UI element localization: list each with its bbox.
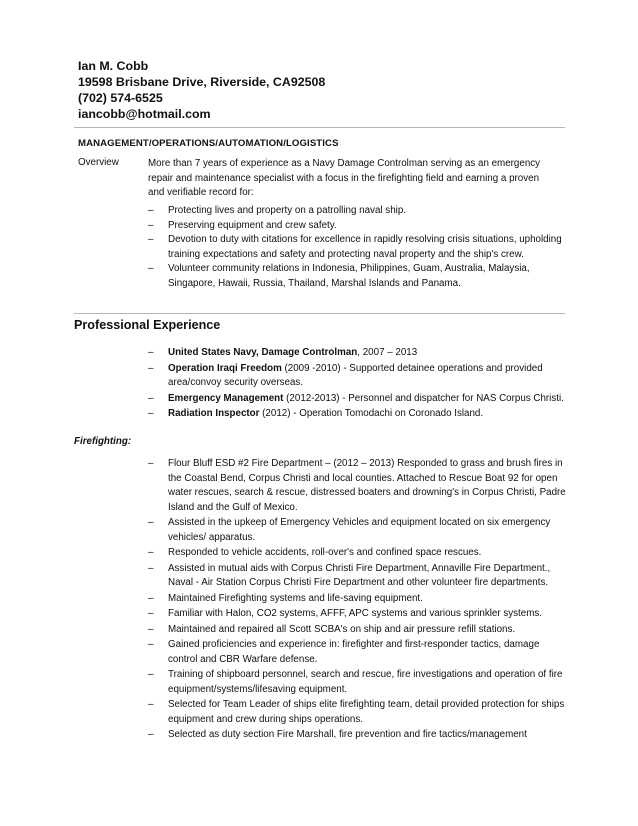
list-item-text: Assisted in the upkeep of Emergency Vehicles and equipment located on six emergency vehicles/ apparatus. — [168, 517, 551, 543]
list-item — [148, 607, 568, 622]
list-item-text: Maintained Firefighting systems and life-saving equipment. — [168, 592, 423, 604]
list-item — [148, 346, 568, 361]
list-item — [148, 668, 568, 697]
list-item — [148, 562, 568, 591]
candidate-email: iancobb@hotmail.com — [78, 107, 211, 121]
experience-detail: (2012) - Operation Tomodachi on Coronado Island. — [259, 408, 484, 419]
list-item — [148, 407, 568, 422]
list-item — [148, 457, 568, 515]
dash-bullet: – — [148, 547, 154, 558]
dash-bullet: – — [148, 699, 154, 710]
list-item — [148, 623, 568, 638]
list-item — [148, 362, 568, 391]
list-item-text: Training of shipboard personnel, search and rescue, fire investigations and operation of fire equipment/systems/lifesaving equipment. — [168, 669, 563, 695]
dash-bullet: – — [148, 234, 154, 245]
candidate-phone: (702) 574-6525 — [78, 91, 163, 105]
dash-bullet: – — [148, 362, 154, 374]
list-item-text: Flour Bluff ESD #2 Fire Department – (2012 – 2013) Responded to grass and brush fires in the Coastal Bend, Corpus Christi and local counties. Attached to Rescue Boat 92 for open water rescues, search & rescue, distressed boaters and drowning's in Corpus Christi, Padre Island and the Gulf of Mexico. — [168, 458, 566, 513]
experience-detail: , 2007 – 2013 — [357, 347, 418, 358]
dash-bullet: – — [148, 562, 154, 574]
dash-bullet: – — [148, 517, 154, 528]
dash-bullet: – — [148, 608, 154, 619]
list-item — [148, 204, 568, 219]
experience-title: Operation Iraqi Freedom — [168, 362, 282, 374]
list-item — [148, 698, 568, 727]
list-item-text: Volunteer community relations in Indonesia, Philippines, Guam, Australia, Malaysia, Singapore, Hawaii, Russia, Thailand, Marshal Islands and Panama. — [168, 263, 530, 289]
firefighting-bullet-list — [148, 457, 568, 744]
list-item-text: Responded to vehicle accidents, roll-over's and confined space rescues. — [168, 547, 482, 558]
list-item — [148, 546, 568, 561]
overview-text: More than 7 years of experience as a Navy Damage Controlman serving as an emergency repair and maintenance specialist with a focus in the firefighting field and earning a proven and verifiable record for: — [148, 158, 541, 199]
list-item — [148, 592, 568, 607]
list-item-text: Devotion to duty with citations for excellence in rapidly resolving crisis situations, upholding training expectations and safety and protecting naval property and the ship's crew. — [168, 234, 562, 260]
experience-title: Emergency Management — [168, 392, 284, 404]
list-item — [148, 728, 568, 743]
firefighting-heading: Firefighting: — [74, 436, 132, 447]
list-item — [148, 516, 568, 545]
experience-title: Radiation Inspector — [168, 408, 260, 419]
contact-block — [78, 58, 325, 122]
list-item — [148, 638, 568, 667]
divider-top — [74, 127, 565, 128]
dash-bullet: – — [148, 729, 154, 740]
summary-bullet-list — [148, 204, 568, 291]
list-item — [148, 392, 568, 407]
dash-bullet: – — [148, 219, 154, 231]
summary-heading: MANAGEMENT/OPERATIONS/AUTOMATION/LOGISTICS — [78, 138, 339, 149]
experience-detail: (2012-2013) - Personnel and dispatcher for NAS Corpus Christi. — [283, 392, 564, 404]
dash-bullet: – — [148, 347, 154, 358]
dash-bullet: – — [148, 592, 154, 604]
dash-bullet: – — [148, 205, 154, 216]
experience-detail: (2009 -2010) - Supported detainee operations and provided area/convoy security overseas. — [168, 362, 543, 388]
candidate-address: 19598 Brisbane Drive, Riverside, CA92508 — [78, 75, 326, 89]
dash-bullet: – — [148, 263, 154, 274]
list-item-text: Maintained and repaired all Scott SCBA's on ship and air pressure refill stations. — [168, 623, 516, 635]
experience-heading: Professional Experience — [74, 318, 221, 332]
dash-bullet: – — [148, 669, 154, 680]
overview-label: Overview — [78, 157, 119, 168]
list-item-text: Selected as duty section Fire Marshall, fire prevention and fire tactics/management — [168, 729, 527, 740]
dash-bullet: – — [148, 639, 154, 650]
list-item — [148, 262, 568, 291]
list-item-text: Selected for Team Leader of ships elite firefighting team, detail provided protection for ships equipment and crew during ships operations. — [168, 699, 565, 725]
experience-bullet-list — [148, 346, 568, 423]
list-item-text: Gained proficiencies and experience in: firefighter and first-responder tactics, damage control and CBR Warfare defense. — [168, 639, 540, 665]
list-item-text: Preserving equipment and crew safety. — [168, 219, 337, 231]
list-item-text: Protecting lives and property on a patrolling naval ship. — [168, 205, 406, 216]
dash-bullet: – — [148, 392, 154, 404]
dash-bullet: – — [148, 623, 154, 635]
experience-title: United States Navy, Damage Controlman — [168, 347, 358, 358]
list-item — [148, 233, 568, 262]
dash-bullet: – — [148, 458, 154, 469]
list-item — [148, 219, 568, 234]
list-item-text: Assisted in mutual aids with Corpus Christi Fire Department, Annaville Fire Department., Naval - Air Station Corpus Christi Fire Department and other volunteer fire departments. — [168, 562, 551, 588]
candidate-name: Ian M. Cobb — [78, 59, 149, 73]
dash-bullet: – — [148, 408, 154, 419]
divider-middle — [74, 313, 565, 314]
list-item-text: Familiar with Halon, CO2 systems, AFFF, APC systems and various sprinkler systems. — [168, 608, 543, 619]
